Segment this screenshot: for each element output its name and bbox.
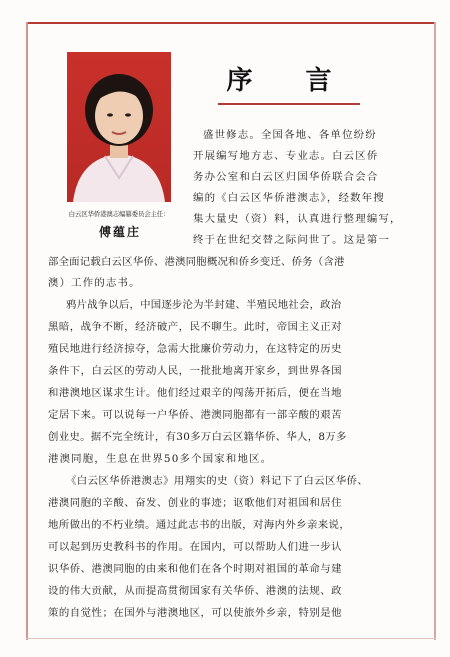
body-line: 策的自觉性；在国外与港澳地区，可以使旅外乡亲，特别是他 — [48, 607, 343, 619]
body-line: 识华侨、港澳同胞的由来和他们在各个时期对祖国的革命与建 — [48, 563, 343, 575]
portrait-caption: 白云区华侨港澳志编纂委员会主任： — [68, 210, 170, 218]
body-line: 《白云区华侨港澳志》用翔实的史（资）料记下了白云区华侨、 — [66, 475, 369, 487]
body-line: 港澳同胞，生息在世界50多个国家和地区。 — [48, 453, 273, 465]
body-line: 集大量史（资）料，认真进行整理编写， — [193, 213, 402, 225]
frame-right-rule — [434, 22, 436, 640]
page-title: 序 言 — [226, 66, 354, 96]
body-line: 和港澳地区谋求生计。他们经过艰辛的闯荡开拓后，便在当地 — [48, 387, 343, 399]
body-line: 澳）工作的志书。 — [48, 277, 141, 289]
body-line: 盛世修志。全国各地、各单位纷纷 — [203, 129, 377, 141]
body-line: 终于在世纪交替之际问世了。这是第一 — [193, 234, 391, 246]
title-underline — [218, 103, 360, 105]
body-line: 设的伟大贡献，从而提高贯彻国家有关华侨、港澳的法规、政 — [48, 585, 343, 597]
body-line: 定居下来。可以说每一户华侨、港澳同胞都有一部辛酸的艰苦 — [48, 409, 343, 421]
frame-left-rule — [26, 22, 28, 640]
body-line: 创业史。据不完全统计，有30多万白云区籍华侨、华人，8万多 — [48, 431, 347, 443]
body-line: 黑暗，战争不断，经济破产，民不聊生。此时，帝国主义正对 — [48, 321, 343, 333]
body-line: 编的《白云区华侨港澳志》，经数年搜 — [193, 192, 385, 204]
person-name: 傅蕴庄 — [98, 225, 141, 239]
body-line: 务办公室和白云区归国华侨联合会合 — [193, 171, 379, 183]
body-line: 地所做出的不朽业绩。通过此志书的出版，对海内外乡亲来说， — [48, 519, 351, 531]
portrait-photo — [67, 52, 171, 202]
body-line: 鸦片战争以后，中国逐步沦为半封建、半殖民地社会，政治 — [66, 299, 342, 311]
frame-top-rule — [26, 22, 436, 24]
frame-bottom-rule — [26, 638, 436, 639]
body-line: 殖民地进行经济掠夺，急需大批廉价劳动力，在这特定的历史 — [48, 343, 343, 355]
body-line: 条件下，白云区的劳动人民，一批批地离开家乡，到世界各国 — [48, 365, 343, 377]
body-line: 可以起到历史教科书的作用。在国内，可以帮助人们进一步认 — [48, 541, 343, 553]
title-box — [220, 60, 360, 102]
body-line: 港澳同胞的辛酸、奋发、创业的事迹；讴歌他们对祖国和居住 — [48, 497, 343, 509]
portrait-illustration — [67, 52, 171, 202]
body-line: 部全面记载白云区华侨、港澳同胞概况和侨乡变迁、侨务（含港 — [48, 256, 345, 268]
body-line: 开展编写地方志、专业志。白云区侨 — [193, 150, 379, 162]
